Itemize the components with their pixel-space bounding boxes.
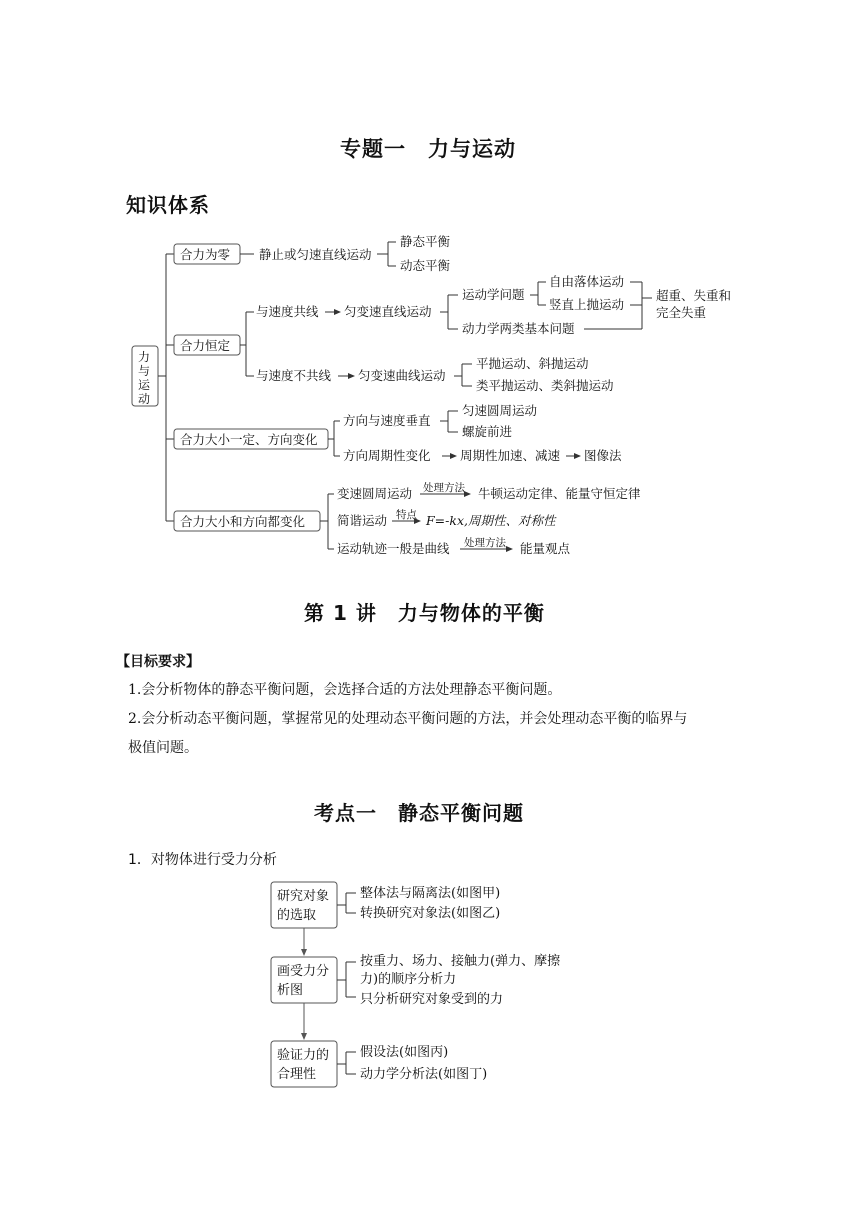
zero-dynamic: 动态平衡 bbox=[400, 258, 451, 273]
constant-vertical-throw: 竖直上抛运动 bbox=[549, 297, 625, 312]
goal-item-2: 2.会分析动态平衡问题，掌握常见的处理动态平衡问题的方法，并会处理动态平衡的临界与 bbox=[128, 711, 688, 727]
both-newton: 牛顿运动定律、能量守恒定律 bbox=[478, 486, 641, 501]
both-method-1: 处理方法 bbox=[423, 482, 465, 494]
magnitude-periodic: 方向周期性变化 bbox=[343, 448, 431, 463]
magnitude-graph: 图像法 bbox=[584, 448, 622, 463]
flow-2a-line-2: 力)的顺序分析力 bbox=[360, 972, 457, 987]
constant-overweight-1: 超重、失重和 bbox=[656, 288, 732, 303]
constant-linear: 匀变速直线运动 bbox=[344, 304, 432, 319]
flow-2b: 只分析研究对象受到的力 bbox=[360, 992, 504, 1007]
constant-like-projectile: 类平抛运动、类斜抛运动 bbox=[476, 378, 614, 393]
point-title: 考点一 静态平衡问题 bbox=[314, 801, 524, 825]
constant-kinematics: 运动学问题 bbox=[462, 287, 525, 302]
both-formula: F=-kx,周期性、对称性 bbox=[426, 513, 556, 528]
flow-1a: 整体法与隔离法(如图甲) bbox=[360, 886, 501, 901]
magnitude-circle: 匀速圆周运动 bbox=[462, 403, 538, 418]
flow-3a: 假设法(如图丙) bbox=[360, 1045, 449, 1060]
root-char-2: 与 bbox=[138, 364, 151, 378]
flow-box-3-line-2: 合理性 bbox=[277, 1067, 317, 1082]
flow-box-1-line-2: 的选取 bbox=[277, 908, 317, 923]
root-char-4: 动 bbox=[138, 392, 151, 406]
goal-item-1: 1.会分析物体的静态平衡问题，会选择合适的方法处理静态平衡问题。 bbox=[128, 682, 562, 698]
both-shm: 简谐运动 bbox=[337, 513, 388, 528]
constant-projectile: 平抛运动、斜抛运动 bbox=[476, 356, 589, 371]
zero-box: 合力为零 bbox=[180, 247, 231, 262]
goal-item-3: 极值问题。 bbox=[128, 740, 198, 756]
both-variable-circle: 变速圆周运动 bbox=[337, 486, 413, 501]
zero-static: 静态平衡 bbox=[400, 234, 451, 249]
both-method-2: 处理方法 bbox=[464, 537, 506, 549]
constant-free-fall: 自由落体运动 bbox=[549, 274, 625, 289]
both-feature: 特点 bbox=[396, 509, 417, 521]
root-char-1: 力 bbox=[138, 350, 151, 364]
magnitude-box: 合力大小一定、方向变化 bbox=[180, 432, 318, 447]
main-title: 专题一 力与运动 bbox=[340, 137, 516, 161]
root-char-3: 运 bbox=[138, 378, 151, 392]
flow-3b: 动力学分析法(如图丁) bbox=[360, 1067, 488, 1082]
flow-1b: 转换研究对象法(如图乙) bbox=[360, 906, 501, 921]
magnitude-perpendicular: 方向与速度垂直 bbox=[343, 413, 431, 428]
both-box: 合力大小和方向都变化 bbox=[180, 514, 306, 529]
magnitude-accel: 周期性加速、减速 bbox=[460, 448, 561, 463]
constant-collinear: 与速度共线 bbox=[256, 304, 319, 319]
flow-box-2-line-1: 画受力分 bbox=[277, 964, 330, 979]
constant-noncollinear: 与速度不共线 bbox=[256, 368, 332, 383]
flow-box-1-line-1: 研究对象 bbox=[277, 889, 330, 904]
constant-overweight-2: 完全失重 bbox=[656, 305, 707, 320]
constant-curve: 匀变速曲线运动 bbox=[358, 368, 446, 383]
flow-box-2-line-2: 析图 bbox=[277, 983, 304, 998]
magnitude-spiral: 螺旋前进 bbox=[462, 424, 513, 439]
step1-heading: 1．对物体进行受力分析 bbox=[128, 852, 277, 868]
zero-motion: 静止或匀速直线运动 bbox=[259, 247, 372, 262]
goals-heading: 【目标要求】 bbox=[116, 654, 200, 670]
constant-box: 合力恒定 bbox=[180, 338, 231, 353]
flow-box-3-line-1: 验证力的 bbox=[277, 1048, 330, 1063]
both-energy: 能量观点 bbox=[520, 541, 571, 556]
knowledge-heading: 知识体系 bbox=[126, 193, 210, 217]
flow-2a-line-1: 按重力、场力、接触力(弹力、摩擦 bbox=[360, 954, 561, 969]
both-curve-line: 运动轨迹一般是曲线 bbox=[337, 541, 450, 556]
constant-dynamics: 动力学两类基本问题 bbox=[462, 321, 575, 336]
lecture-title: 第 1 讲 力与物体的平衡 bbox=[304, 601, 545, 625]
